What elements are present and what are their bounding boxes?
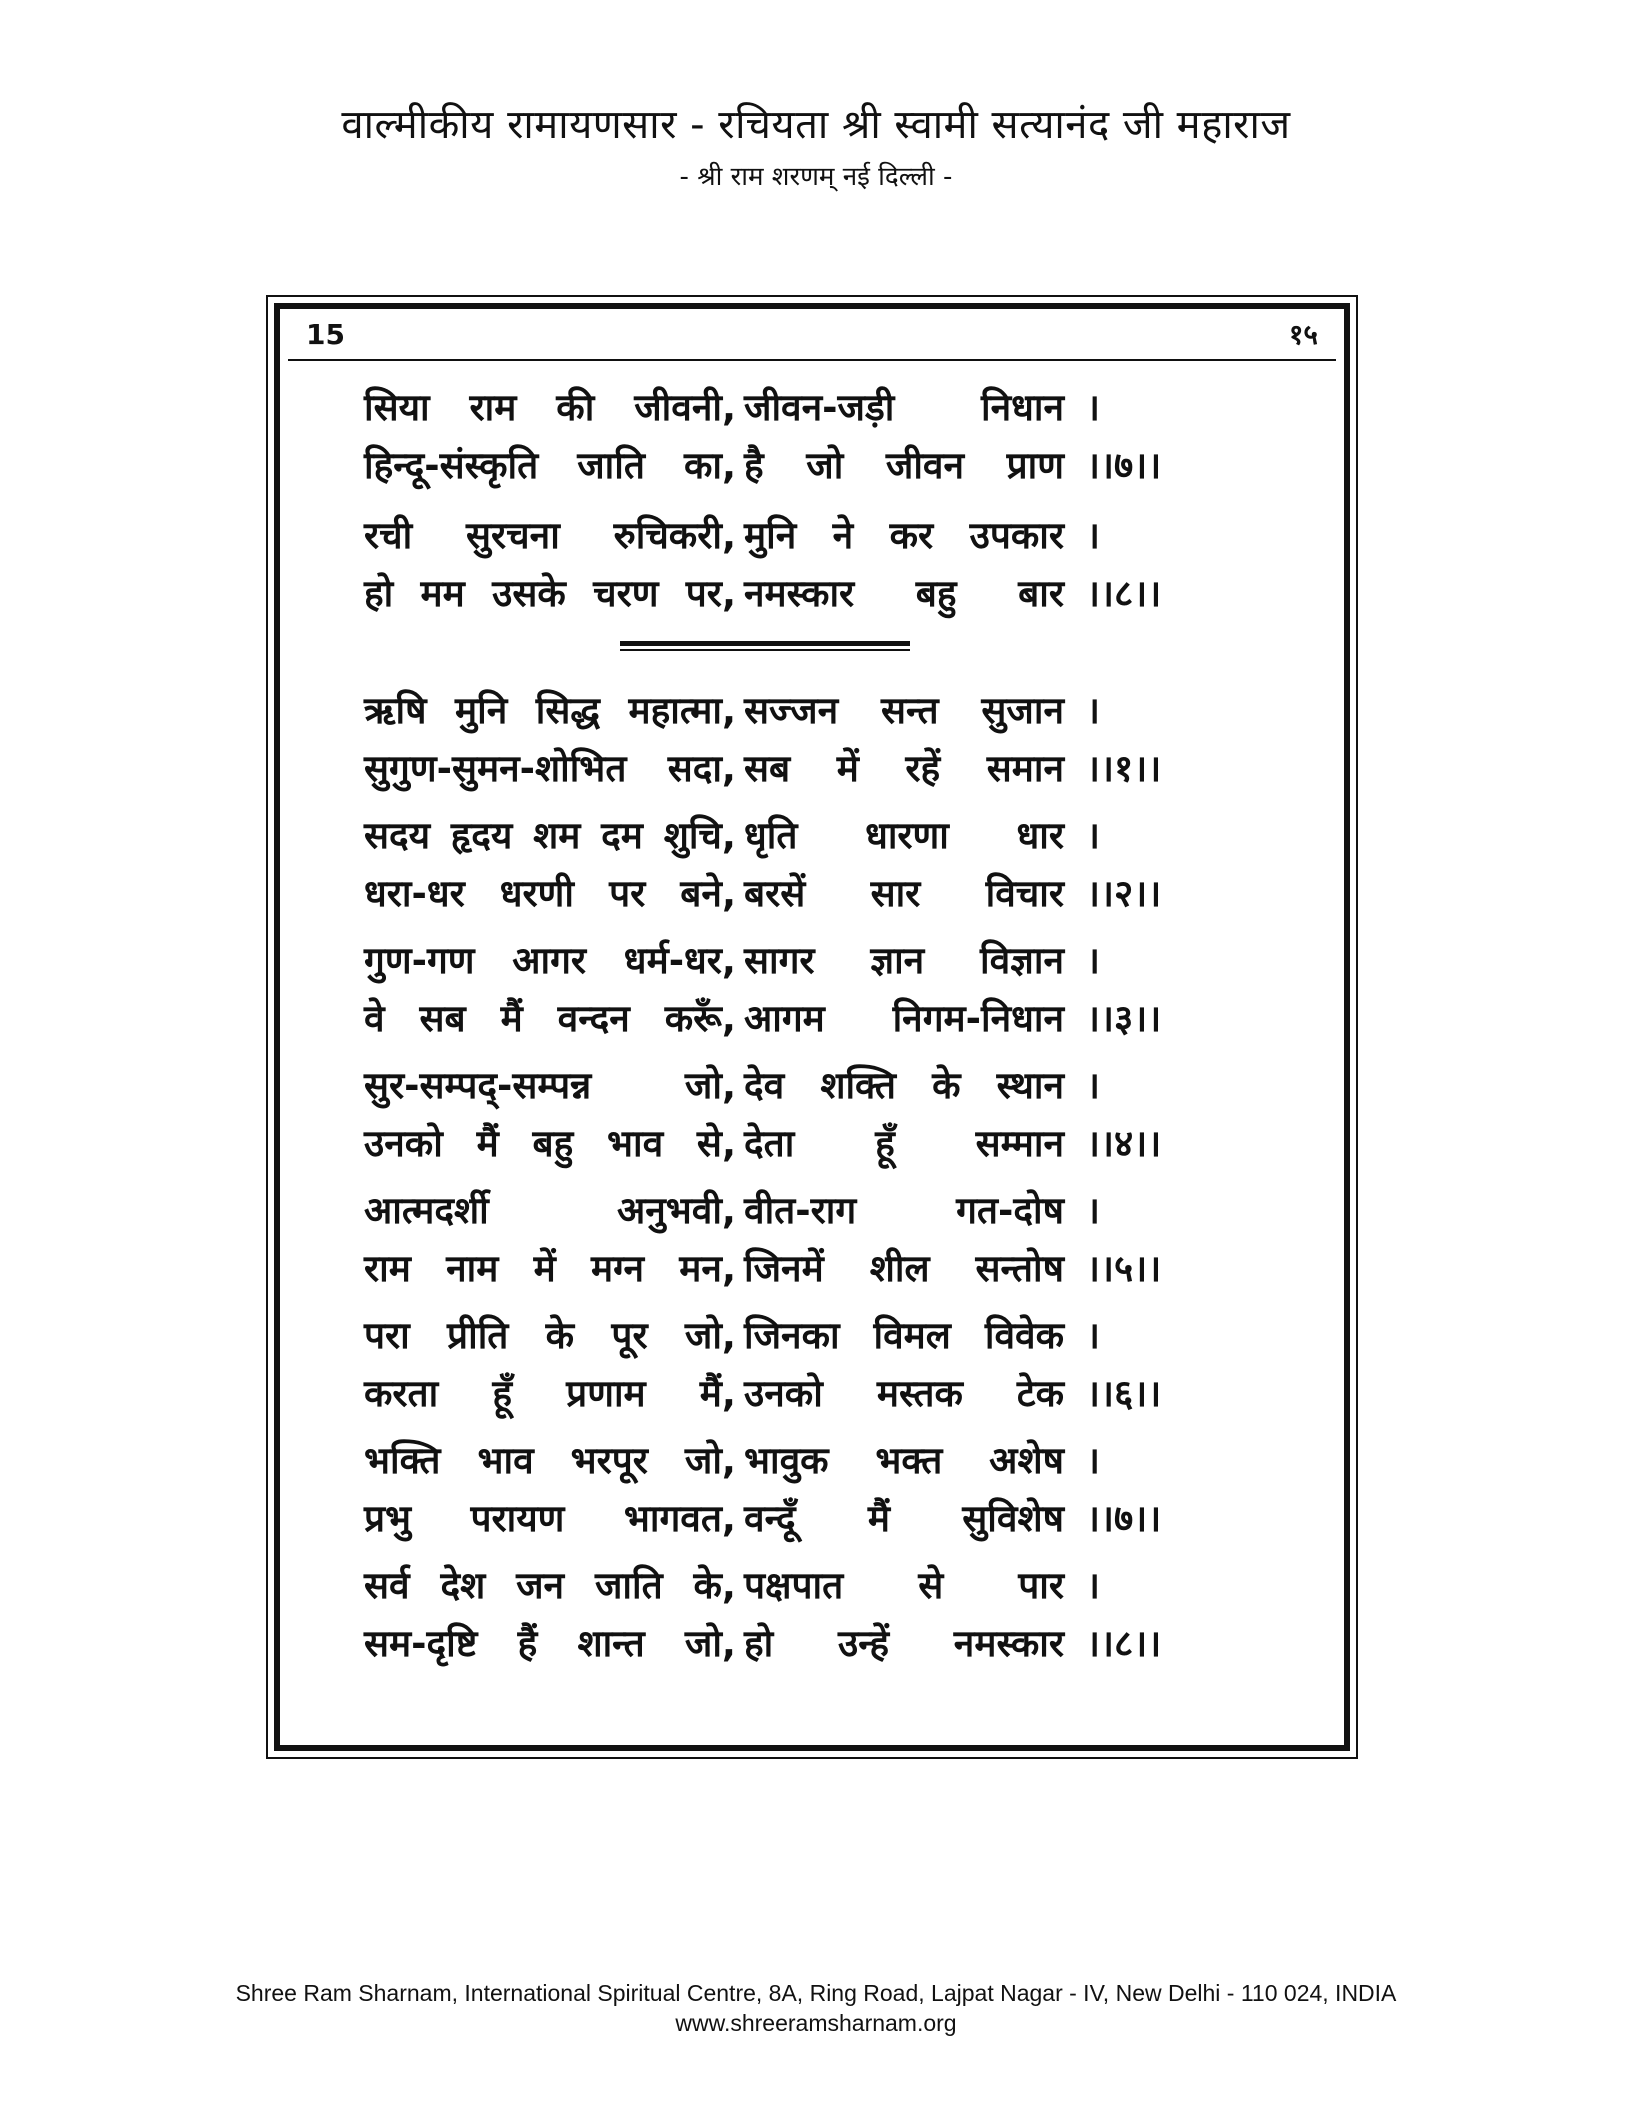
- verse-second-half: धृति धारणा धार: [744, 814, 1064, 857]
- verse-second-half: वन्दूँ मैं सुविशेष: [744, 1497, 1064, 1540]
- page-frame: [266, 295, 1358, 1759]
- verse-second-half: मुनि ने कर उपकार: [744, 514, 1064, 557]
- verse-first-half: प्रभु परायण भागवत,: [364, 1497, 736, 1540]
- verse-first-half: सुगुण-सुमन-शोभित सदा,: [364, 747, 736, 790]
- verse-second-half: जिनका विमल विवेक: [744, 1314, 1064, 1357]
- verse-first-half: रची सुरचना रुचिकरी,: [364, 514, 736, 557]
- verse-line: [268, 1307, 1356, 1365]
- verse-end-mark: ।: [1086, 814, 1101, 857]
- verse-first-half: भक्ति भाव भरपूर जो,: [364, 1439, 736, 1482]
- verse-line: [268, 1182, 1356, 1240]
- page-number-arabic: 15: [306, 318, 345, 351]
- footer-website: www.shreeramsharnam.org: [675, 2010, 957, 2036]
- verse-line: [268, 437, 1356, 495]
- verse-first-half: उनको मैं बहु भाव से,: [364, 1122, 736, 1165]
- verse-second-half: देव शक्ति के स्थान: [744, 1064, 1064, 1107]
- verse-second-half: सब में रहें समान: [744, 747, 1064, 790]
- verse-second-half: जीवन-जड़ी निधान: [744, 386, 1064, 429]
- verse-first-half: सदय हृदय शम दम शुचि,: [364, 814, 736, 857]
- verse-end-mark: ।: [1086, 386, 1101, 429]
- verse-end-mark: ।।४।।: [1086, 1122, 1162, 1165]
- verse-line: [268, 807, 1356, 865]
- verse-end-mark: ।।८।।: [1086, 1622, 1162, 1665]
- page-number-devanagari: १५: [1288, 318, 1318, 351]
- verse-end-mark: ।: [1086, 939, 1101, 982]
- verse-first-half: सम-दृष्टि हैं शान्त जो,: [364, 1622, 736, 1665]
- verse-end-mark: ।।१।।: [1086, 747, 1162, 790]
- verse-first-half: ऋषि मुनि सिद्ध महात्मा,: [364, 689, 736, 732]
- verse-line: [268, 507, 1356, 565]
- verse-second-half: वीत-राग गत-दोष: [744, 1189, 1064, 1232]
- verse-first-half: हिन्दू-संस्कृति जाति का,: [364, 444, 736, 487]
- verse-second-half: जिनमें शील सन्तोष: [744, 1247, 1064, 1290]
- verse-line: [268, 1365, 1356, 1423]
- verse-line: [268, 740, 1356, 798]
- verse-line: [268, 1557, 1356, 1615]
- verse-line: [268, 1240, 1356, 1298]
- verse-second-half: हो उन्हें नमस्कार: [744, 1622, 1064, 1665]
- verse-end-mark: ।: [1086, 1189, 1101, 1232]
- verse-first-half: सिया राम की जीवनी,: [364, 386, 736, 429]
- verse-end-mark: ।: [1086, 514, 1101, 557]
- verse-line: [268, 1432, 1356, 1490]
- verse-end-mark: ।।७।।: [1086, 444, 1162, 487]
- verse-first-half: आत्मदर्शी अनुभवी,: [364, 1189, 736, 1232]
- footer-address: Shree Ram Sharnam, International Spiritual Centre, 8A, Ring Road, Lajpat Nagar - IV, New Delhi - 110 024, INDIA: [235, 1980, 1397, 2006]
- verse-end-mark: ।: [1086, 689, 1101, 732]
- verse-second-half: पक्षपात से पार: [744, 1564, 1064, 1607]
- verse-end-mark: ।।७।।: [1086, 1497, 1162, 1540]
- verse-second-half: उनको मस्तक टेक: [744, 1372, 1064, 1415]
- verse-second-half: देता हूँ सम्मान: [744, 1122, 1064, 1165]
- verse-second-half: सज्जन सन्त सुजान: [744, 689, 1064, 732]
- verse-end-mark: ।।३।।: [1086, 997, 1162, 1040]
- verse-line: [268, 990, 1356, 1048]
- verse-first-half: सर्व देश जन जाति के,: [364, 1564, 736, 1607]
- verse-first-half: हो मम उसके चरण पर,: [364, 572, 736, 615]
- verse-line: [268, 1057, 1356, 1115]
- verse-end-mark: ।।२।।: [1086, 872, 1162, 915]
- verse-first-half: धरा-धर धरणी पर बने,: [364, 872, 736, 915]
- verse-end-mark: ।।८।।: [1086, 572, 1162, 615]
- verse-first-half: परा प्रीति के पूर जो,: [364, 1314, 736, 1357]
- verse-line: [268, 682, 1356, 740]
- verse-end-mark: ।: [1086, 1064, 1101, 1107]
- verse-second-half: भावुक भक्त अशेष: [744, 1439, 1064, 1482]
- verse-second-half: आगम निगम-निधान: [744, 997, 1064, 1040]
- section-divider: [620, 641, 910, 651]
- verse-end-mark: ।।६।।: [1086, 1372, 1162, 1415]
- verse-line: [268, 1615, 1356, 1673]
- verse-first-half: करता हूँ प्रणाम मैं,: [364, 1372, 736, 1415]
- verse-end-mark: ।: [1086, 1314, 1101, 1357]
- verse-line: [268, 1115, 1356, 1173]
- verse-end-mark: ।।५।।: [1086, 1247, 1162, 1290]
- verse-line: [268, 932, 1356, 990]
- verse-second-half: नमस्कार बहु बार: [744, 572, 1064, 615]
- verse-line: [268, 1490, 1356, 1548]
- verse-second-half: है जो जीवन प्राण: [744, 444, 1064, 487]
- verse-line: [268, 379, 1356, 437]
- header-title: वाल्मीकीय रामायणसार - रचियता श्री स्वामी सत्यानंद जी महाराज: [341, 102, 1291, 148]
- verse-first-half: गुण-गण आगर धर्म-धर,: [364, 939, 736, 982]
- verse-second-half: बरसें सार विचार: [744, 872, 1064, 915]
- verse-line: [268, 865, 1356, 923]
- verse-first-half: राम नाम में मग्न मन,: [364, 1247, 736, 1290]
- header-rule: [288, 359, 1336, 361]
- verse-second-half: सागर ज्ञान विज्ञान: [744, 939, 1064, 982]
- verse-first-half: सुर-सम्पद्-सम्पन्न जो,: [364, 1064, 736, 1107]
- header-subtitle: - श्री राम शरणम् नई दिल्ली -: [679, 162, 953, 192]
- verse-line: [268, 565, 1356, 623]
- verse-end-mark: ।: [1086, 1439, 1101, 1482]
- verse-end-mark: ।: [1086, 1564, 1101, 1607]
- verse-first-half: वे सब मैं वन्दन करूँ,: [364, 997, 736, 1040]
